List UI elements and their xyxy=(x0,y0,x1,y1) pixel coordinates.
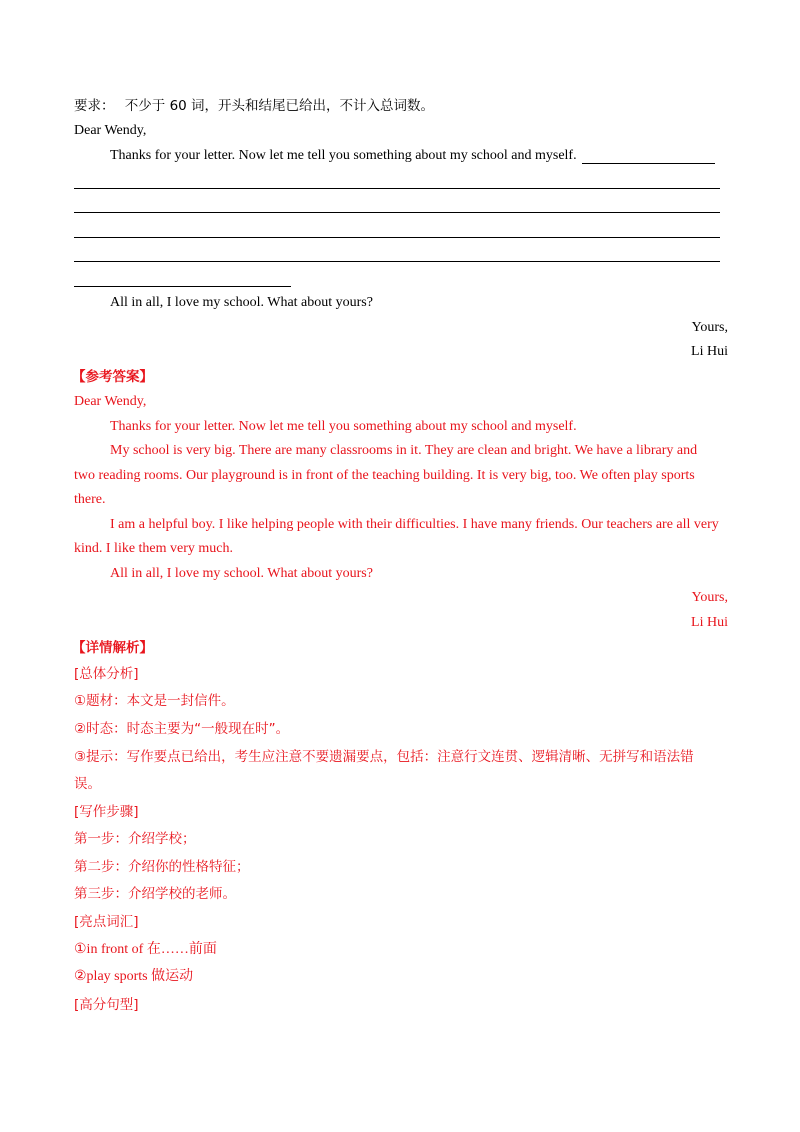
answer-paragraph-1: Thanks for your letter. Now let me tell you something about my school and myself. xyxy=(110,419,577,434)
answer-paragraph-2-line: My school is very big. There are many classrooms in it. They are clean and bright. We have a library and xyxy=(110,443,698,458)
analysis-overall-label: [总体分析] xyxy=(74,666,139,682)
template-first-line: Thanks for your letter. Now let me tell you something about my school and myself. xyxy=(110,148,577,163)
template-greeting: Dear Wendy, xyxy=(74,123,147,138)
blank-line xyxy=(74,286,291,287)
analysis-vocab-label: [亮点词汇] xyxy=(74,914,139,930)
requirement-line xyxy=(74,96,434,116)
answer-paragraph-3-line: I am a helpful boy. I like helping people with their difficulties. I have many friends. Our teachers are all very xyxy=(110,517,719,532)
answer-paragraph-4: All in all, I love my school. What about yours? xyxy=(110,566,373,581)
template-closing-line: All in all, I love my school. What about yours? xyxy=(110,295,373,310)
analysis-step: 第一步：介绍学校； xyxy=(74,831,196,847)
analysis-sentence-label: [高分句型] xyxy=(74,997,139,1013)
answer-heading: 【参考答案】 xyxy=(72,369,153,385)
answer-paragraph-3-line: kind. I like them very much. xyxy=(74,541,234,556)
blank-line xyxy=(74,237,720,238)
answer-greeting: Dear Wendy, xyxy=(74,394,147,409)
analysis-vocab-item: ②play sports 做运动 xyxy=(74,969,194,984)
analysis-item-continued: 误。 xyxy=(74,776,101,792)
answer-paragraph-2-line: there. xyxy=(74,492,106,507)
template-signature: Li Hui xyxy=(691,344,728,359)
answer-signature: Li Hui xyxy=(691,615,728,630)
analysis-step: 第二步：介绍你的性格特征； xyxy=(74,859,250,875)
analysis-item: ①题材：本文是一封信件。 xyxy=(74,693,235,709)
analysis-heading: 【详情解析】 xyxy=(72,640,153,656)
analysis-item: ③提示：写作要点已给出，考生应注意不要遗漏要点，包括：注意行文连贯、逻辑清晰、无拼写和语法错 xyxy=(74,749,694,765)
analysis-item: ②时态：时态主要为“一般现在时”。 xyxy=(74,721,290,737)
analysis-step: 第三步：介绍学校的老师。 xyxy=(74,886,236,902)
answer-sign-off: Yours, xyxy=(691,590,728,605)
analysis-steps-label: [写作步骤] xyxy=(74,804,139,820)
blank-line xyxy=(74,212,720,213)
template-sign-off: Yours, xyxy=(691,320,728,335)
answer-paragraph-2-line: two reading rooms. Our playground is in front of the teaching building. It is very big, too. We often play sports xyxy=(74,468,695,483)
analysis-vocab-item: ①in front of 在……前面 xyxy=(74,942,217,957)
blank-line xyxy=(582,163,715,164)
blank-line xyxy=(74,188,720,189)
requirement-text: 不少于 60 词，开头和结尾已给出，不计入总词数。 xyxy=(124,98,435,114)
requirement-label: 要求： xyxy=(74,98,115,114)
blank-line xyxy=(74,261,720,262)
